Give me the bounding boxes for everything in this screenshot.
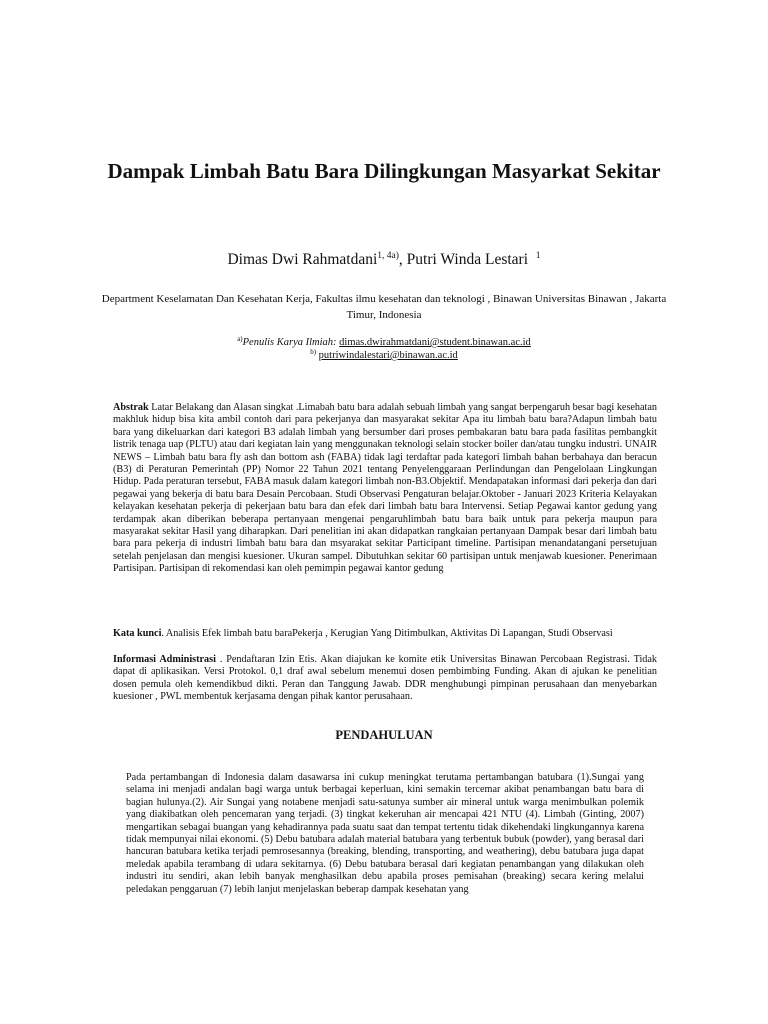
admin-info-label: Informasi Administrasi xyxy=(113,654,216,665)
affiliation: Department Keselamatan Dan Kesehatan Kerja, Fakultas ilmu kesehatan dan teknologi , Binawan Universitas Binawan , Jakarta Timur, Indonesia xyxy=(101,293,667,321)
section-heading: PENDAHULUAN xyxy=(335,728,433,742)
author-separator: , xyxy=(398,251,407,268)
email-1-mark: a) xyxy=(237,335,243,343)
email-line-2 xyxy=(100,349,668,362)
keywords-paragraph xyxy=(113,628,657,640)
email-block xyxy=(100,336,668,362)
author-2-affiliation-mark: 1 xyxy=(535,251,541,261)
author-line xyxy=(100,250,668,270)
email-2-link[interactable]: putriwindalestari@binawan.ac.id xyxy=(318,350,458,361)
paper-title: Dampak Limbah Batu Bara Dilingkungan Masyarkat Sekitar xyxy=(107,159,661,183)
email-1-label: Penulis Karya Ilmiah: xyxy=(242,337,340,348)
admin-info-paragraph xyxy=(113,654,657,704)
keywords-text: . Analisis Efek limbah batu baraPekerja , Kerugian Yang Ditimbulkan, Aktivitas Di Lapangan, Studi Observasi xyxy=(161,628,613,639)
author-1-name: Dimas Dwi Rahmatdani xyxy=(227,251,378,268)
author-1-affiliation-mark: 1, 4a) xyxy=(377,251,399,261)
email-2-mark: b) xyxy=(310,348,317,356)
intro-paragraph: Pada pertambangan di Indonesia dalam dasawarsa ini cukup meningkat terutama pertambangan batubara (1).Sungai yang selama ini menjadi andalan bagi warga untuk berbagai keperluan, kini semakin tercemar akibat penambangan batu bara di bagian hulunya.(2). Air Sungai yang notabene menjadi satu-satunya sumber air mineral untuk warga menimbulkan polemik yang diakibatkan oleh pencemaran yang terjadi. (3) tingkat kekeruhan air mencapai 421 NTU (4). Limbah (Ginting, 2007) mengartikan sebagai buangan yang kehadirannya pada suatu saat dan tempat tertentu tidak dikehendaki lingkungannya karena tidak mempunyai nilai ekonomi. (5) Debu batubara adalah material batubara yang terbentuk bubuk (powder), yang berasal dari hancuran batubara ketika terjadi pemrosesannya (breaking, blending, transporting, and weathering), debu batubara juga dapat meledak apabila terambang di udara sekitarnya. (6) Debu batubara berasal dari kegiatan penambangan yang dilakukan oleh industri itu sendiri, akan lebih banyak menghasilkan debu apabila proses pemisahan (breaking) secara kering melalui peledakan penggaruan (7) lebih lanjut menjelaskan beberap dampak kesehatan yang xyxy=(126,772,644,895)
author-2-name: Putri Winda Lestari xyxy=(406,251,529,268)
abstract-paragraph xyxy=(113,402,657,576)
abstract-label: Abstrak xyxy=(113,402,149,413)
abstract-text: Latar Belakang dan Alasan singkat .Limabah batu bara adalah sebuah limbah yang sangat berpengaruh besar bagi kesehatan makhluk hidup bisa kita ambil contoh dari para pekerjanya dan masyarakat sekitar Apa itu limbah batu bara?Adapun limbah batu bara yang dikeluarkan dari kategori B3 adalah limbah yang bersumber dari proses pembakaran batu bara pada fasilitas pembangkit listrik tenaga uap (PLTU) atau dari kegiatan lain yang menggunakan teknologi selain stocker boiler dan/atau tungku industri. UNAIR NEWS – Limbah batu bara fly ash dan bottom ash (FABA) tidak lagi terdaftar pada kategori limbah bahan berbahaya dan beracun (B3) di Peraturan Pemerintah (PP) Nomor 22 Tahun 2021 tentang Penyelenggaraan Perlindungan dan Pengelolaan Lingkungan Hidup. Pada peraturan tersebut, FABA masuk dalam kategori limbah non-B3.Objektif. Mendapatakan informasi dari pekerja dan dari pegawai yang bekerja di batu bara Desain Percobaan. Studi Observasi Pengaturan belajar.Oktober - Januari 2023 Kriteria Kelayakan kelayakan kesehatan pekerja di pekerjaan batu bara dan efek dari limbah batu bara Intervensi. Setiap Pegawai kantor gedung yang terdampak akan diberikan beberapa pertanyaan mengenai pengaruhlimbah batu bara baik untuk para pekerja maupun para masyarakat sekitar Hasil yang diharapkan. Dari penelitian ini akan didapatkan rangkaian pertanyaan Dampak besar dari limbah batu bara para pekerja di industri limbah batu bara dan msyarakat sekitar Participant timeline. Partisipan menandatangani persetujuan setelah penjelasan dan mengisi kuesioner. Ukuran sampel. Dibutuhkan sekitar 60 partisipan untuk menjawab kuesioner. Penerimaan Partisipan. Partisipan di rekomendasi kan oleh pemimpin pegawai kantor gedung xyxy=(113,402,657,575)
email-line-1 xyxy=(100,336,668,349)
keywords-label: Kata kunci xyxy=(113,628,162,639)
email-1-link[interactable]: dimas.dwirahmatdani@student.binawan.ac.id xyxy=(339,337,531,348)
admin-info-text: . Pendaftaran Izin Etis. Akan diajukan ke komite etik Universitas Binawan Percobaan Registrasi. Tidak dapat di aplikasikan. Versi Protokol. 0,1 draf awal sebelum menemui dosen pembimbing Funding. Akan di ajukan ke penelitian dosen pemula oleh kemendikbud dikti. Peran dan Tanggung Jawab. DDR menghubungi pimpinan perusahaan dan menyebarkan kuesioner , PWL membentuk kerjasama dengan pihak kantor perusahaan. xyxy=(113,654,657,703)
